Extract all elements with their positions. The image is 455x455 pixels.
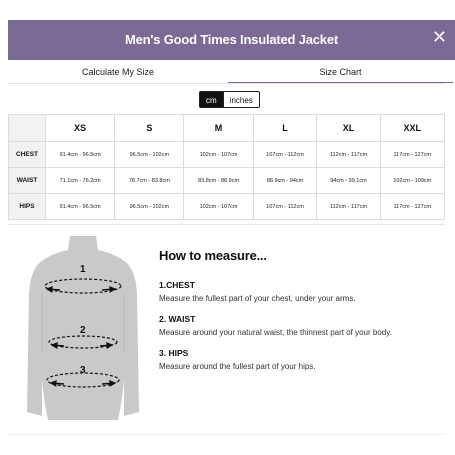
modal-title: Men's Good Times Insulated Jacket	[125, 32, 338, 47]
section-divider	[8, 224, 445, 225]
table-cell: 91.4cm - 96.5cm	[46, 142, 115, 168]
unit-inches-button[interactable]: inches	[224, 91, 260, 108]
table-cell: 102cm - 107cm	[184, 142, 253, 168]
unit-cm-button[interactable]: cm	[199, 91, 224, 108]
table-cell: 94cm - 99.1cm	[317, 168, 380, 194]
step-waist	[159, 314, 449, 337]
table-cell: 71.1cm - 76.2cm	[46, 168, 115, 194]
table-header-row	[9, 115, 445, 142]
table-cell: 112cm - 117cm	[317, 194, 380, 220]
table-cell: 102cm - 107cm	[184, 194, 253, 220]
tab-bar	[8, 60, 455, 84]
close-icon[interactable]: ✕	[431, 27, 447, 47]
table-corner-cell	[9, 115, 46, 142]
table-cell: 96.5cm - 102cm	[115, 142, 184, 168]
size-chart-table	[8, 114, 445, 220]
step-text: Measure around your natural waist, the thinnest part of your body.	[159, 328, 392, 337]
column-header-l: L	[253, 115, 317, 142]
table-cell: 117cm - 127cm	[380, 142, 444, 168]
table-row-chest	[9, 142, 445, 168]
column-header-m: M	[184, 115, 253, 142]
table-cell: 83.8cm - 88.9cm	[184, 168, 253, 194]
table-cell: 102cm - 109cm	[380, 168, 444, 194]
step-heading: 3. HIPS	[159, 348, 189, 358]
tab-divider	[8, 83, 445, 84]
tab-size-chart[interactable]: Size Chart	[228, 60, 453, 83]
chest-marker: 1	[80, 264, 86, 275]
how-to-measure	[159, 248, 449, 382]
body-measurement-figure	[20, 234, 146, 420]
step-text: Measure around the fullest part of your hips.	[159, 362, 316, 371]
row-label-chest: CHEST	[9, 142, 46, 168]
table-cell: 117cm - 127cm	[380, 194, 444, 220]
step-heading: 2. WAIST	[159, 314, 196, 324]
step-heading: 1.CHEST	[159, 280, 195, 290]
step-hips	[159, 348, 449, 371]
modal-header	[8, 20, 455, 60]
table-cell: 91.4cm - 96.5cm	[46, 194, 115, 220]
unit-toggle	[199, 91, 260, 108]
step-chest	[159, 280, 449, 303]
hips-marker: 3	[80, 365, 86, 376]
bottom-divider	[8, 434, 445, 435]
table-row-waist	[9, 168, 445, 194]
table-cell: 88.9cm - 94cm	[253, 168, 317, 194]
step-text: Measure the fullest part of your chest, under your arms.	[159, 294, 356, 303]
row-label-waist: WAIST	[9, 168, 46, 194]
column-header-xxl: XXL	[380, 115, 444, 142]
table-row-hips	[9, 194, 445, 220]
table-cell: 112cm - 117cm	[317, 142, 380, 168]
column-header-xs: XS	[46, 115, 115, 142]
row-label-hips: HIPS	[9, 194, 46, 220]
table-cell: 78.7cm - 83.8cm	[115, 168, 184, 194]
column-header-s: S	[115, 115, 184, 142]
how-to-measure-title: How to measure...	[159, 248, 267, 263]
tab-calculate-my-size[interactable]: Calculate My Size	[81, 67, 155, 77]
column-header-xl: XL	[317, 115, 380, 142]
waist-marker: 2	[80, 325, 86, 336]
table-cell: 96.5cm - 102cm	[115, 194, 184, 220]
table-cell: 107cm - 112cm	[253, 142, 317, 168]
table-cell: 107cm - 112cm	[253, 194, 317, 220]
